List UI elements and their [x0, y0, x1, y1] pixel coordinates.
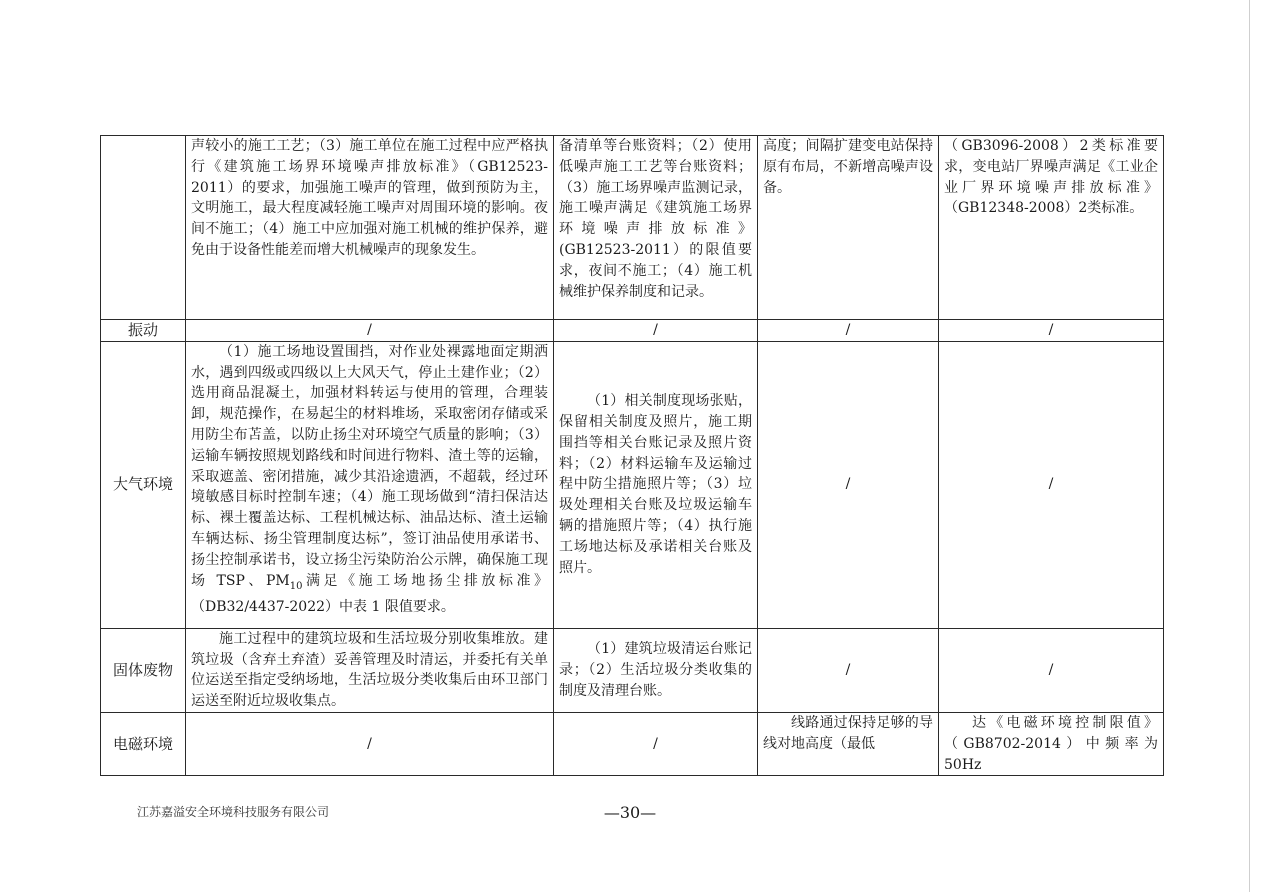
- page-edge-line: [1249, 0, 1250, 892]
- air-measures-text-tail: 满足《施工场地扬尘排放标准》（DB32/4437-2022）中表 1 限值要求。: [191, 572, 548, 616]
- waste-measures-text: 施工过程中的建筑垃圾和生活垃圾分别收集堆放。建筑垃圾（含弃土弃渣）妥善管理及时清运，并委托有关单位运送至指定受纳场地，生活垃圾分类收集后由环卫部门运送至附近垃圾收集点。: [191, 630, 548, 710]
- operation-measures-cell: 高度；间隔扩建变电站保持原有布局，不新增高噪声设备。: [758, 136, 939, 320]
- construction-measures-cell: 声较小的施工工艺；（3）施工单位在施工过程中应严格执行《建筑施工场界环境噪声排放标准》（GB12523-2011）的要求，加强施工噪声的管理，做到预防为主，文明施工，最大程度减轻施工噪声对周围环境的影响。夜间不施工；（4）施工中应加强对施工机械的维护保养，避免由于设备性能差而增大机械噪声的现象发生。: [186, 136, 554, 320]
- standard-cell: [939, 712, 1164, 775]
- air-measures-text-main: （1）施工场地设置围挡，对作业处裸露地面定期洒水，遇到四级或四级以上大风天气，停止土建作业；（2）选用商品混凝土，加强材料转运与使用的管理，合理装卸，规范操作，在易起尘的材料堆场，采取密闭存储或采用防尘布苫盖，以防止扬尘对环境空气质量的影响；（3）运输车辆按照规划路线和时间进行物料、渣土等的运输，采取遮盖、密闭措施，减少其沿途遗洒，不超载，经过环境敏感目标时控制车速；（4）施工现场做到“清扫保洁达标、裸土覆盖达标、工程机械达标、油品达标、渣土运输车辆达标、扬尘管理制度达标”，签订油品使用承诺书、扬尘控制承诺书，设立扬尘污染防治公示牌，确保施工现场 TSP、PM: [191, 343, 548, 589]
- air-records-text: （1）相关制度现场张贴，保留相关制度及照片，施工期围挡等相关台账记录及照片资料；（2）材料运输车及运输过程中防尘措施照片等；（3）垃圾处理相关台账及垃圾运输车辆的措施照片等；（4）执行施工场地达标及承诺相关台账及照片。: [559, 393, 752, 576]
- em-operation-text: 线路通过保持足够的导线对地高度（最低: [763, 714, 933, 752]
- category-cell-air: 大气环境: [101, 341, 186, 628]
- records-cell: [554, 628, 758, 712]
- category-cell-solid-waste: 固体废物: [101, 628, 186, 712]
- operation-measures-cell: /: [758, 628, 939, 712]
- records-cell: 备清单等台账资料；（2）使用低噪声施工工艺等台账资料；（3）施工场界噪声监测记录，施工噪声满足《建筑施工场界环境噪声排放标准》(GB12523-2011）的限值要求，夜间不施工；（4）施工机械维护保养制度和记录。: [554, 136, 758, 320]
- records-cell: /: [554, 712, 758, 775]
- standard-cell: /: [939, 341, 1164, 628]
- operation-measures-cell: /: [758, 320, 939, 342]
- category-cell-noise: [101, 136, 186, 320]
- company-name: 江苏嘉溢安全环境科技服务有限公司: [137, 805, 330, 819]
- standard-cell: /: [939, 320, 1164, 342]
- records-cell: /: [554, 320, 758, 342]
- page-number: —30—: [603, 803, 657, 822]
- category-cell-vibration: 振动: [101, 320, 186, 342]
- construction-measures-cell: [186, 341, 554, 628]
- records-cell: [554, 341, 758, 628]
- em-standard-text: 达《电磁环境控制限值》（GB8702-2014）中频率为 50Hz: [944, 714, 1158, 773]
- construction-measures-cell: /: [186, 320, 554, 342]
- construction-measures-cell: /: [186, 712, 554, 775]
- table-row-noise: [101, 136, 1164, 320]
- table-row-vibration: [101, 320, 1164, 342]
- table-row-solid-waste: [101, 628, 1164, 712]
- construction-measures-cell: [186, 628, 554, 712]
- category-cell-electromagnetic: 电磁环境: [101, 712, 186, 775]
- operation-measures-cell: /: [758, 341, 939, 628]
- operation-measures-cell: [758, 712, 939, 775]
- standard-cell: （GB3096-2008）2类标准要求，变电站厂界噪声满足《工业企业厂界环境噪声排放标准》（GB12348-2008）2类标准。: [939, 136, 1164, 320]
- air-measures-text: [191, 342, 548, 618]
- environmental-measures-table: [100, 135, 1164, 776]
- standard-cell: /: [939, 628, 1164, 712]
- pm10-subscript: 10: [289, 580, 303, 592]
- waste-records-text: （1）建筑垃圾清运台账记录；（2）生活垃圾分类收集的制度及清理台账。: [559, 641, 752, 699]
- table-row-electromagnetic: [101, 712, 1164, 775]
- table-row-air: [101, 341, 1164, 628]
